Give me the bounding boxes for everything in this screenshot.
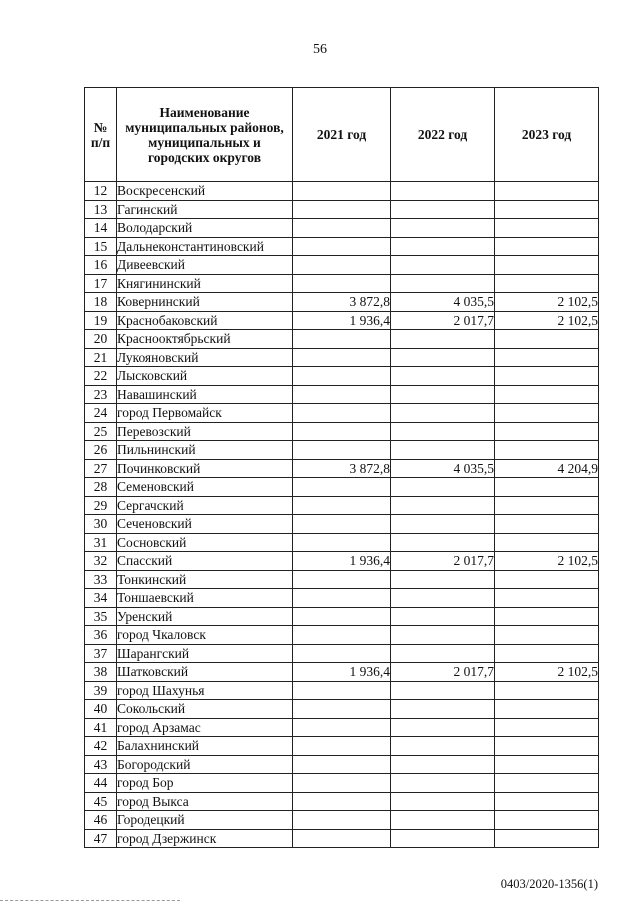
table-row <box>85 700 599 719</box>
value-2023 <box>495 570 599 589</box>
value-2021: 3 872,8 <box>293 459 391 478</box>
value-2022 <box>391 182 495 201</box>
table-row <box>85 589 599 608</box>
row-number: 35 <box>85 607 117 626</box>
document-code: 0403/2020-1356(1) <box>500 877 598 891</box>
row-number: 23 <box>85 385 117 404</box>
municipality-name: Сосновский <box>117 533 293 552</box>
value-2023 <box>495 200 599 219</box>
value-2022 <box>391 385 495 404</box>
municipality-name: Володарский <box>117 219 293 238</box>
table-row <box>85 274 599 293</box>
row-number: 47 <box>85 829 117 848</box>
bottom-divider <box>0 900 180 902</box>
value-2021 <box>293 515 391 534</box>
header-2022: 2022 год <box>391 88 495 182</box>
value-2022 <box>391 237 495 256</box>
table-row <box>85 219 599 238</box>
value-2022: 2 017,7 <box>391 311 495 330</box>
value-2023 <box>495 811 599 830</box>
row-number: 19 <box>85 311 117 330</box>
municipality-name: Ковернинский <box>117 293 293 312</box>
municipality-name: Уренский <box>117 607 293 626</box>
value-2021 <box>293 774 391 793</box>
value-2023: 2 102,5 <box>495 293 599 312</box>
row-number: 33 <box>85 570 117 589</box>
row-number: 42 <box>85 737 117 756</box>
value-2023 <box>495 607 599 626</box>
value-2021: 3 872,8 <box>293 293 391 312</box>
value-2021 <box>293 237 391 256</box>
value-2023 <box>495 589 599 608</box>
table-row <box>85 422 599 441</box>
value-2023 <box>495 829 599 848</box>
value-2023 <box>495 348 599 367</box>
value-2022 <box>391 589 495 608</box>
value-2021 <box>293 700 391 719</box>
value-2022 <box>391 496 495 515</box>
row-number: 30 <box>85 515 117 534</box>
value-2022 <box>391 755 495 774</box>
row-number: 44 <box>85 774 117 793</box>
value-2022 <box>391 811 495 830</box>
value-2023 <box>495 385 599 404</box>
value-2021 <box>293 404 391 423</box>
table-row <box>85 385 599 404</box>
table-body <box>85 182 599 848</box>
municipality-name: Богородский <box>117 755 293 774</box>
value-2021: 1 936,4 <box>293 663 391 682</box>
value-2021 <box>293 644 391 663</box>
value-2021 <box>293 737 391 756</box>
value-2021 <box>293 792 391 811</box>
value-2021 <box>293 200 391 219</box>
municipality-name: Починковский <box>117 459 293 478</box>
municipality-name: Княгининский <box>117 274 293 293</box>
municipality-name: Пильнинский <box>117 441 293 460</box>
municipality-name: Дивеевский <box>117 256 293 275</box>
value-2022 <box>391 700 495 719</box>
value-2021 <box>293 182 391 201</box>
value-2023 <box>495 681 599 700</box>
value-2022 <box>391 200 495 219</box>
municipality-name: Балахнинский <box>117 737 293 756</box>
row-number: 46 <box>85 811 117 830</box>
value-2022 <box>391 681 495 700</box>
value-2023 <box>495 644 599 663</box>
municipality-name: Городецкий <box>117 811 293 830</box>
table-row <box>85 755 599 774</box>
table-row <box>85 681 599 700</box>
value-2022 <box>391 515 495 534</box>
value-2023 <box>495 441 599 460</box>
table-row <box>85 311 599 330</box>
table-row <box>85 182 599 201</box>
value-2022 <box>391 607 495 626</box>
row-number: 24 <box>85 404 117 423</box>
value-2022 <box>391 219 495 238</box>
value-2023 <box>495 515 599 534</box>
value-2021 <box>293 607 391 626</box>
municipality-name: Сеченовский <box>117 515 293 534</box>
municipality-name: Лысковский <box>117 367 293 386</box>
value-2022 <box>391 644 495 663</box>
municipality-name: Лукояновский <box>117 348 293 367</box>
value-2022: 2 017,7 <box>391 663 495 682</box>
municipality-name: Шатковский <box>117 663 293 682</box>
value-2021 <box>293 570 391 589</box>
table-header-row <box>85 88 599 182</box>
municipality-name: Навашинский <box>117 385 293 404</box>
row-number: 34 <box>85 589 117 608</box>
value-2023 <box>495 718 599 737</box>
municipality-name: Тонкинский <box>117 570 293 589</box>
header-2021: 2021 год <box>293 88 391 182</box>
value-2023 <box>495 367 599 386</box>
table-row <box>85 256 599 275</box>
value-2023 <box>495 404 599 423</box>
value-2021 <box>293 330 391 349</box>
value-2023: 2 102,5 <box>495 552 599 571</box>
header-name: Наименование муниципальных районов, муниципальных и городских округов <box>117 88 293 182</box>
municipality-name: Дальнеконстантиновский <box>117 237 293 256</box>
table-row <box>85 644 599 663</box>
row-number: 39 <box>85 681 117 700</box>
value-2023 <box>495 755 599 774</box>
municipality-name: Воскресенский <box>117 182 293 201</box>
value-2021 <box>293 219 391 238</box>
table-row <box>85 404 599 423</box>
row-number: 16 <box>85 256 117 275</box>
row-number: 25 <box>85 422 117 441</box>
row-number: 26 <box>85 441 117 460</box>
value-2021 <box>293 348 391 367</box>
value-2022 <box>391 774 495 793</box>
municipality-name: Сергачский <box>117 496 293 515</box>
value-2021 <box>293 367 391 386</box>
value-2023 <box>495 182 599 201</box>
value-2021 <box>293 496 391 515</box>
table-row <box>85 663 599 682</box>
header-num: № п/п <box>85 88 117 182</box>
value-2021 <box>293 422 391 441</box>
row-number: 17 <box>85 274 117 293</box>
value-2023 <box>495 237 599 256</box>
municipality-name: Краснобаковский <box>117 311 293 330</box>
table-row <box>85 774 599 793</box>
value-2021: 1 936,4 <box>293 311 391 330</box>
table-row <box>85 515 599 534</box>
table-row <box>85 718 599 737</box>
municipality-name: город Арзамас <box>117 718 293 737</box>
value-2022 <box>391 478 495 497</box>
value-2022 <box>391 441 495 460</box>
value-2021 <box>293 441 391 460</box>
municipality-name: Краснооктябрьский <box>117 330 293 349</box>
row-number: 28 <box>85 478 117 497</box>
value-2022 <box>391 367 495 386</box>
value-2023: 2 102,5 <box>495 311 599 330</box>
table-row <box>85 200 599 219</box>
row-number: 13 <box>85 200 117 219</box>
row-number: 31 <box>85 533 117 552</box>
value-2023 <box>495 774 599 793</box>
value-2023 <box>495 330 599 349</box>
value-2022 <box>391 348 495 367</box>
table-row <box>85 478 599 497</box>
row-number: 22 <box>85 367 117 386</box>
value-2022 <box>391 274 495 293</box>
table-row <box>85 496 599 515</box>
value-2022 <box>391 422 495 441</box>
municipality-name: Тоншаевский <box>117 589 293 608</box>
row-number: 45 <box>85 792 117 811</box>
data-table <box>84 87 599 848</box>
row-number: 21 <box>85 348 117 367</box>
table-row <box>85 459 599 478</box>
value-2022 <box>391 737 495 756</box>
table-row <box>85 607 599 626</box>
table-row <box>85 367 599 386</box>
row-number: 32 <box>85 552 117 571</box>
value-2021 <box>293 681 391 700</box>
table-row <box>85 737 599 756</box>
value-2021 <box>293 718 391 737</box>
municipality-name: Шарангский <box>117 644 293 663</box>
municipality-name: Спасский <box>117 552 293 571</box>
table-row <box>85 533 599 552</box>
value-2023 <box>495 626 599 645</box>
value-2023 <box>495 422 599 441</box>
row-number: 29 <box>85 496 117 515</box>
value-2023: 2 102,5 <box>495 663 599 682</box>
municipality-name: Перевозский <box>117 422 293 441</box>
row-number: 41 <box>85 718 117 737</box>
value-2023 <box>495 792 599 811</box>
row-number: 14 <box>85 219 117 238</box>
table-row <box>85 348 599 367</box>
row-number: 36 <box>85 626 117 645</box>
municipality-name: Сокольский <box>117 700 293 719</box>
value-2022 <box>391 626 495 645</box>
municipality-name: Семеновский <box>117 478 293 497</box>
value-2022: 4 035,5 <box>391 459 495 478</box>
value-2021 <box>293 274 391 293</box>
value-2023 <box>495 533 599 552</box>
row-number: 40 <box>85 700 117 719</box>
value-2022 <box>391 404 495 423</box>
row-number: 38 <box>85 663 117 682</box>
table-row <box>85 829 599 848</box>
value-2023 <box>495 274 599 293</box>
table-row <box>85 441 599 460</box>
value-2021 <box>293 589 391 608</box>
value-2021 <box>293 811 391 830</box>
municipality-name: город Первомайск <box>117 404 293 423</box>
municipality-name: город Дзержинск <box>117 829 293 848</box>
value-2021 <box>293 385 391 404</box>
table-row <box>85 552 599 571</box>
table-row <box>85 792 599 811</box>
value-2023 <box>495 219 599 238</box>
value-2021 <box>293 478 391 497</box>
value-2023 <box>495 700 599 719</box>
table-row <box>85 330 599 349</box>
row-number: 18 <box>85 293 117 312</box>
value-2021 <box>293 256 391 275</box>
row-number: 15 <box>85 237 117 256</box>
table-row <box>85 811 599 830</box>
table-row <box>85 570 599 589</box>
value-2022 <box>391 792 495 811</box>
municipality-name: город Выкса <box>117 792 293 811</box>
value-2022 <box>391 330 495 349</box>
row-number: 43 <box>85 755 117 774</box>
table-row <box>85 293 599 312</box>
municipality-name: город Чкаловск <box>117 626 293 645</box>
value-2022: 4 035,5 <box>391 293 495 312</box>
value-2023 <box>495 737 599 756</box>
value-2021 <box>293 755 391 774</box>
row-number: 37 <box>85 644 117 663</box>
row-number: 12 <box>85 182 117 201</box>
value-2021 <box>293 829 391 848</box>
table-row <box>85 626 599 645</box>
value-2022: 2 017,7 <box>391 552 495 571</box>
value-2022 <box>391 718 495 737</box>
row-number: 20 <box>85 330 117 349</box>
value-2021 <box>293 626 391 645</box>
header-2023: 2023 год <box>495 88 599 182</box>
value-2023 <box>495 496 599 515</box>
value-2021: 1 936,4 <box>293 552 391 571</box>
value-2022 <box>391 570 495 589</box>
table-row <box>85 237 599 256</box>
municipality-name: Гагинский <box>117 200 293 219</box>
municipality-name: город Бор <box>117 774 293 793</box>
value-2023: 4 204,9 <box>495 459 599 478</box>
value-2022 <box>391 829 495 848</box>
row-number: 27 <box>85 459 117 478</box>
page-number: 56 <box>313 42 327 57</box>
value-2023 <box>495 256 599 275</box>
value-2022 <box>391 256 495 275</box>
municipality-name: город Шахунья <box>117 681 293 700</box>
value-2021 <box>293 533 391 552</box>
value-2022 <box>391 533 495 552</box>
value-2023 <box>495 478 599 497</box>
